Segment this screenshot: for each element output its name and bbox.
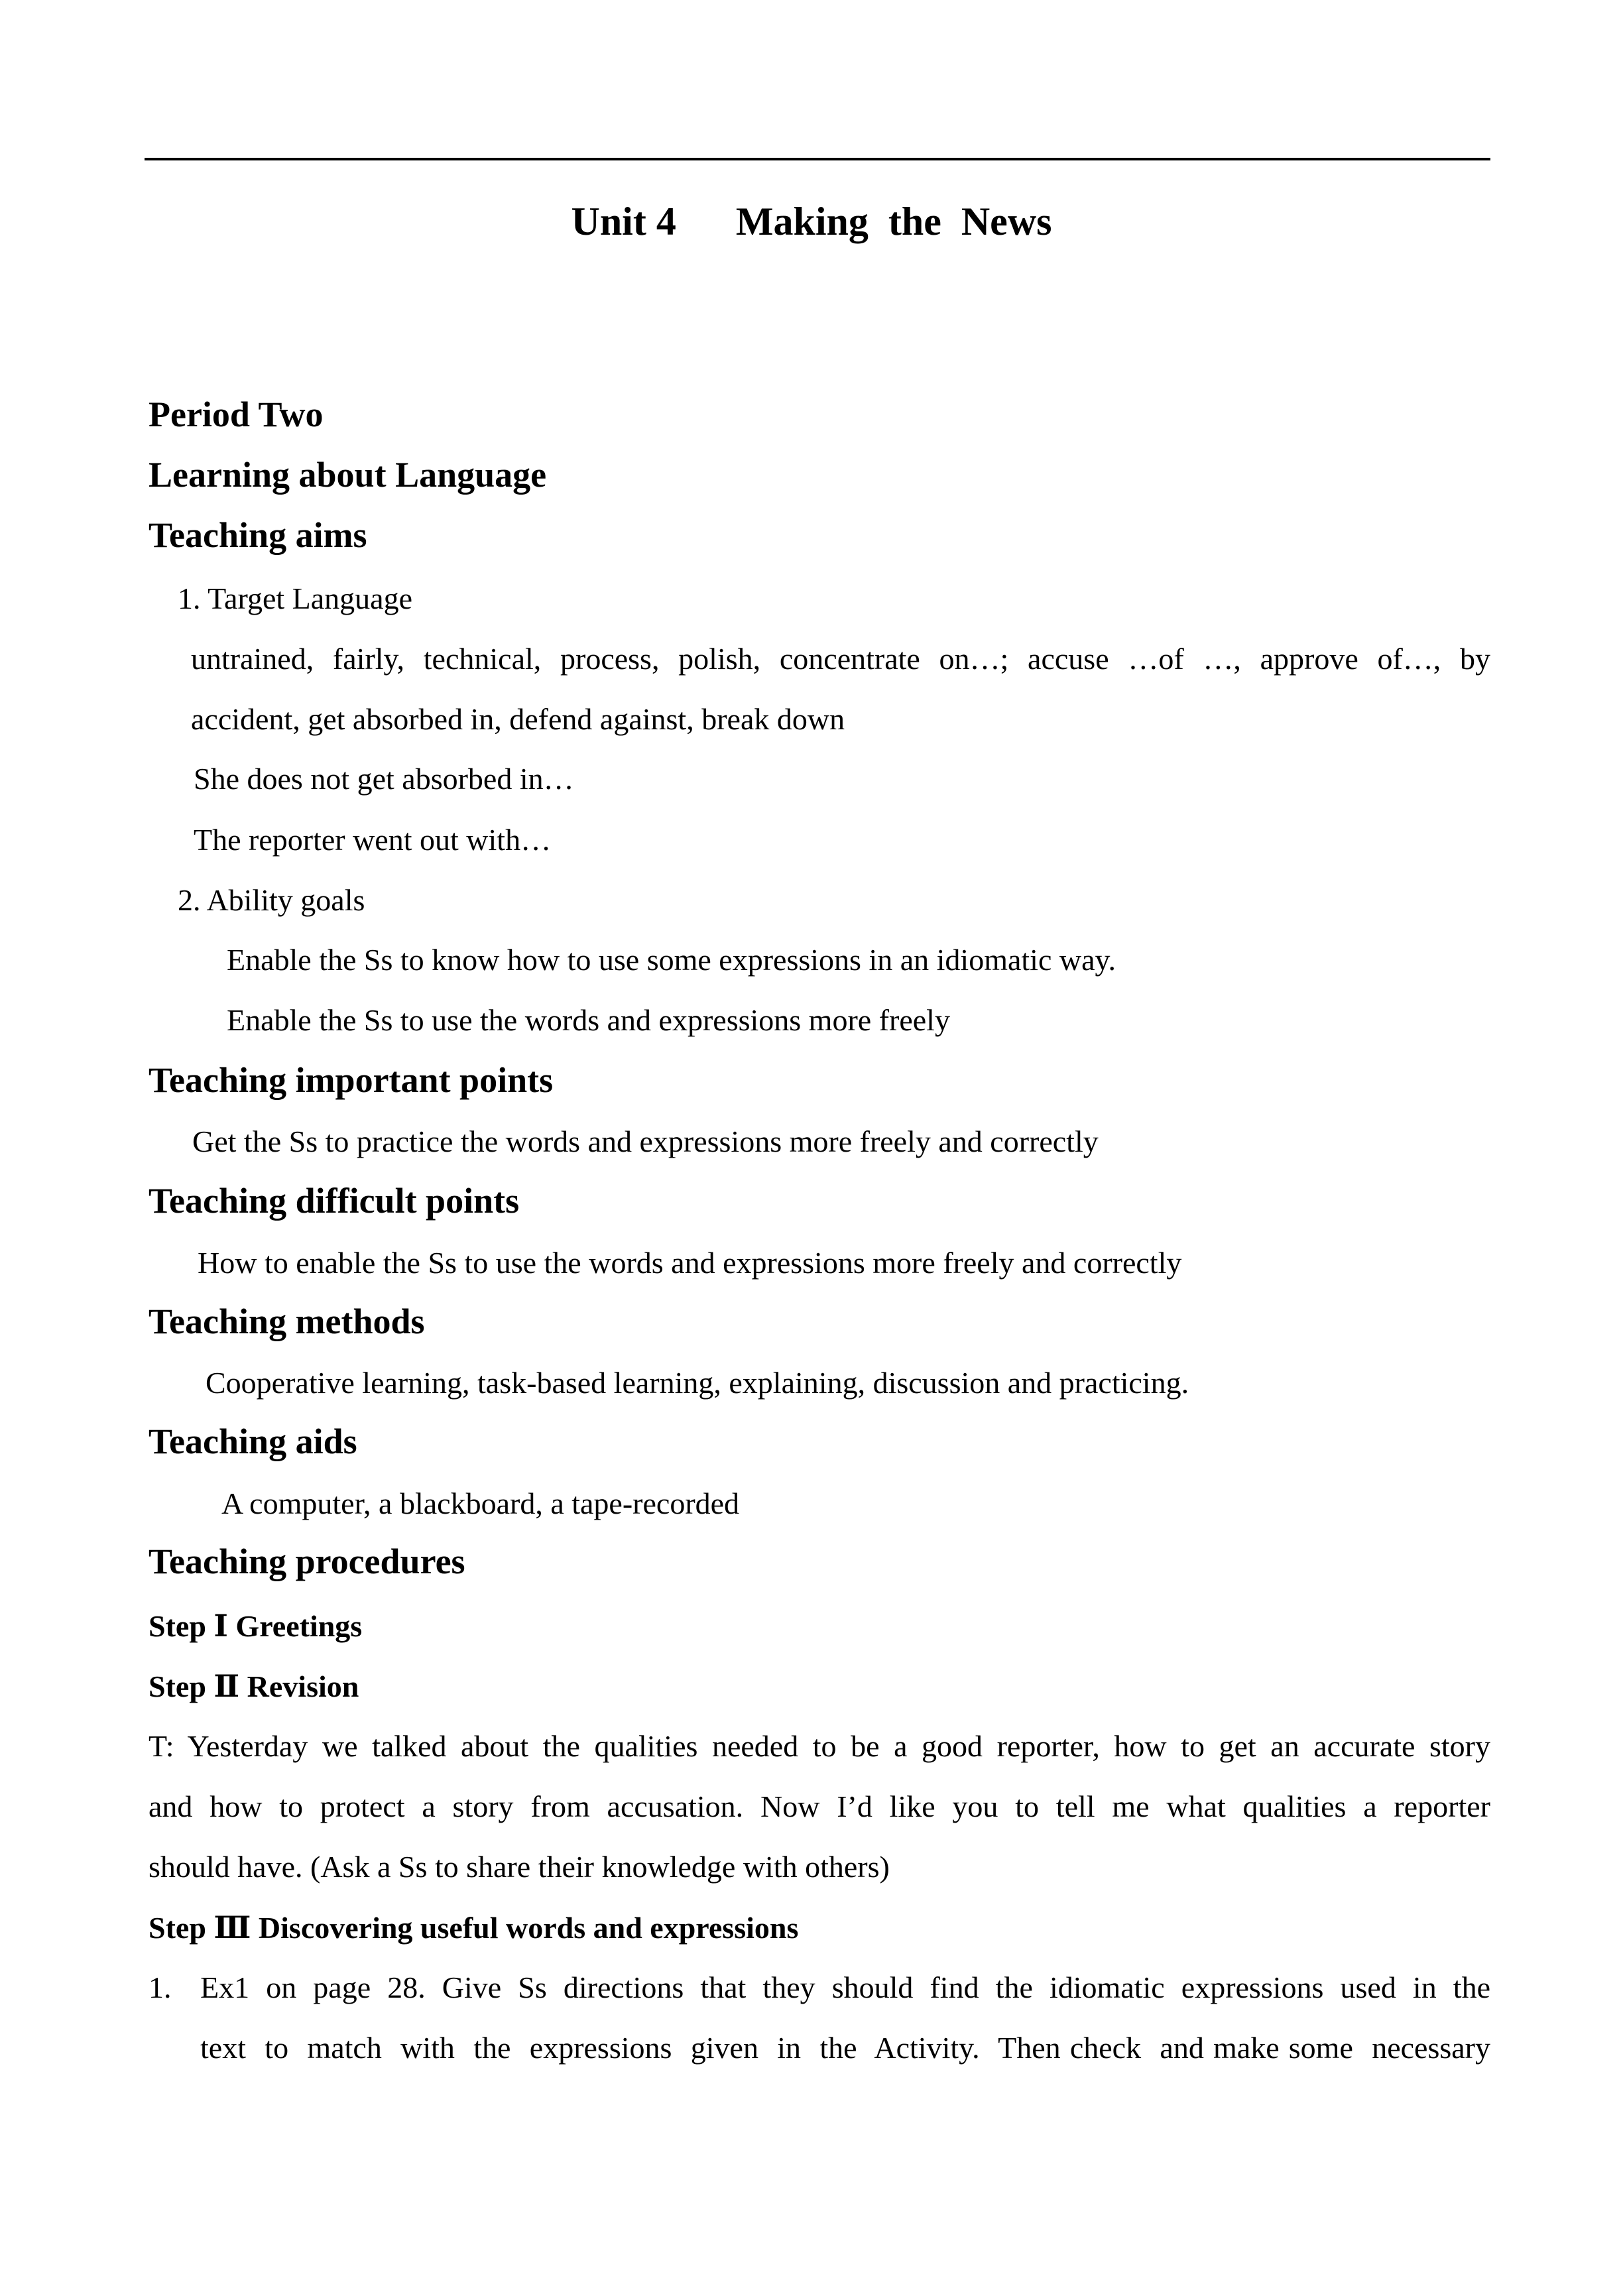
exercise-1-number: 1.	[149, 1970, 172, 2004]
important-points-heading: Teaching important points	[149, 1060, 554, 1100]
target-words-line-1	[191, 641, 1490, 676]
aids-heading: Teaching aids	[149, 1421, 357, 1461]
teaching-aims-heading: Teaching aims	[149, 515, 367, 555]
aids-text: A computer, a blackboard, a tape-recorded	[221, 1486, 740, 1520]
important-points-text: Get the Ss to practice the words and expressions more freely and correctly	[192, 1124, 1099, 1158]
revision-line-2-text: and how to protect a story from accusation. Now I’d like you to tell me what qualities a reporter	[149, 1789, 1490, 1823]
difficult-points-text: How to enable the Ss to use the words and expressions more freely and correctly	[198, 1246, 1182, 1280]
exercise-1-line-1	[200, 1970, 1490, 2005]
ability-goal-1: Enable the Ss to know how to use some expressions in an idiomatic way.	[227, 943, 1116, 977]
exercise-1-line-1-text: Ex1 on page 28. Give Ss directions that they should find the idiomatic expressions used in the	[200, 1970, 1490, 2004]
section-heading: Learning about Language	[149, 455, 547, 495]
methods-heading: Teaching methods	[149, 1301, 425, 1341]
aim-item-2-label: 2. Ability goals	[178, 883, 365, 917]
target-words-line-2: accident, get absorbed in, defend against, break down	[191, 702, 845, 736]
procedures-heading: Teaching procedures	[149, 1541, 465, 1581]
revision-line-1-text: T: Yesterday we talked about the qualities needed to be a good reporter, how to get an accurate story	[149, 1729, 1490, 1763]
step-2-heading: Step Ⅱ Revision	[149, 1669, 359, 1703]
target-sentence-1: She does not get absorbed in…	[194, 762, 574, 796]
aim-item-1-label: 1. Target Language	[178, 581, 413, 615]
exercise-1-line-2-text: text to match with the expressions given in the Activity. Then check and make some necessary	[200, 2031, 1490, 2065]
target-words-text: untrained, fairly, technical, process, polish, concentrate on…; accuse …of …, approve of…, by	[191, 642, 1490, 676]
target-sentence-2: The reporter went out with…	[194, 823, 552, 857]
revision-line-2	[149, 1789, 1490, 1824]
step-1-heading: Step Ⅰ Greetings	[149, 1609, 363, 1643]
page-title: Unit 4 Making the News	[571, 200, 1052, 243]
header-rule	[145, 158, 1490, 160]
revision-line-3: should have. (Ask a Ss to share their knowledge with others)	[149, 1850, 890, 1884]
methods-text: Cooperative learning, task-based learning, explaining, discussion and practicing.	[206, 1366, 1189, 1400]
exercise-1-line-2	[200, 2030, 1490, 2065]
ability-goal-2: Enable the Ss to use the words and expressions more freely	[227, 1003, 950, 1037]
step-3-heading: Step Ⅲ Discovering useful words and expressions	[149, 1911, 799, 1945]
difficult-points-heading: Teaching difficult points	[149, 1181, 520, 1221]
revision-line-1	[149, 1728, 1490, 1764]
period-heading: Period Two	[149, 394, 324, 434]
